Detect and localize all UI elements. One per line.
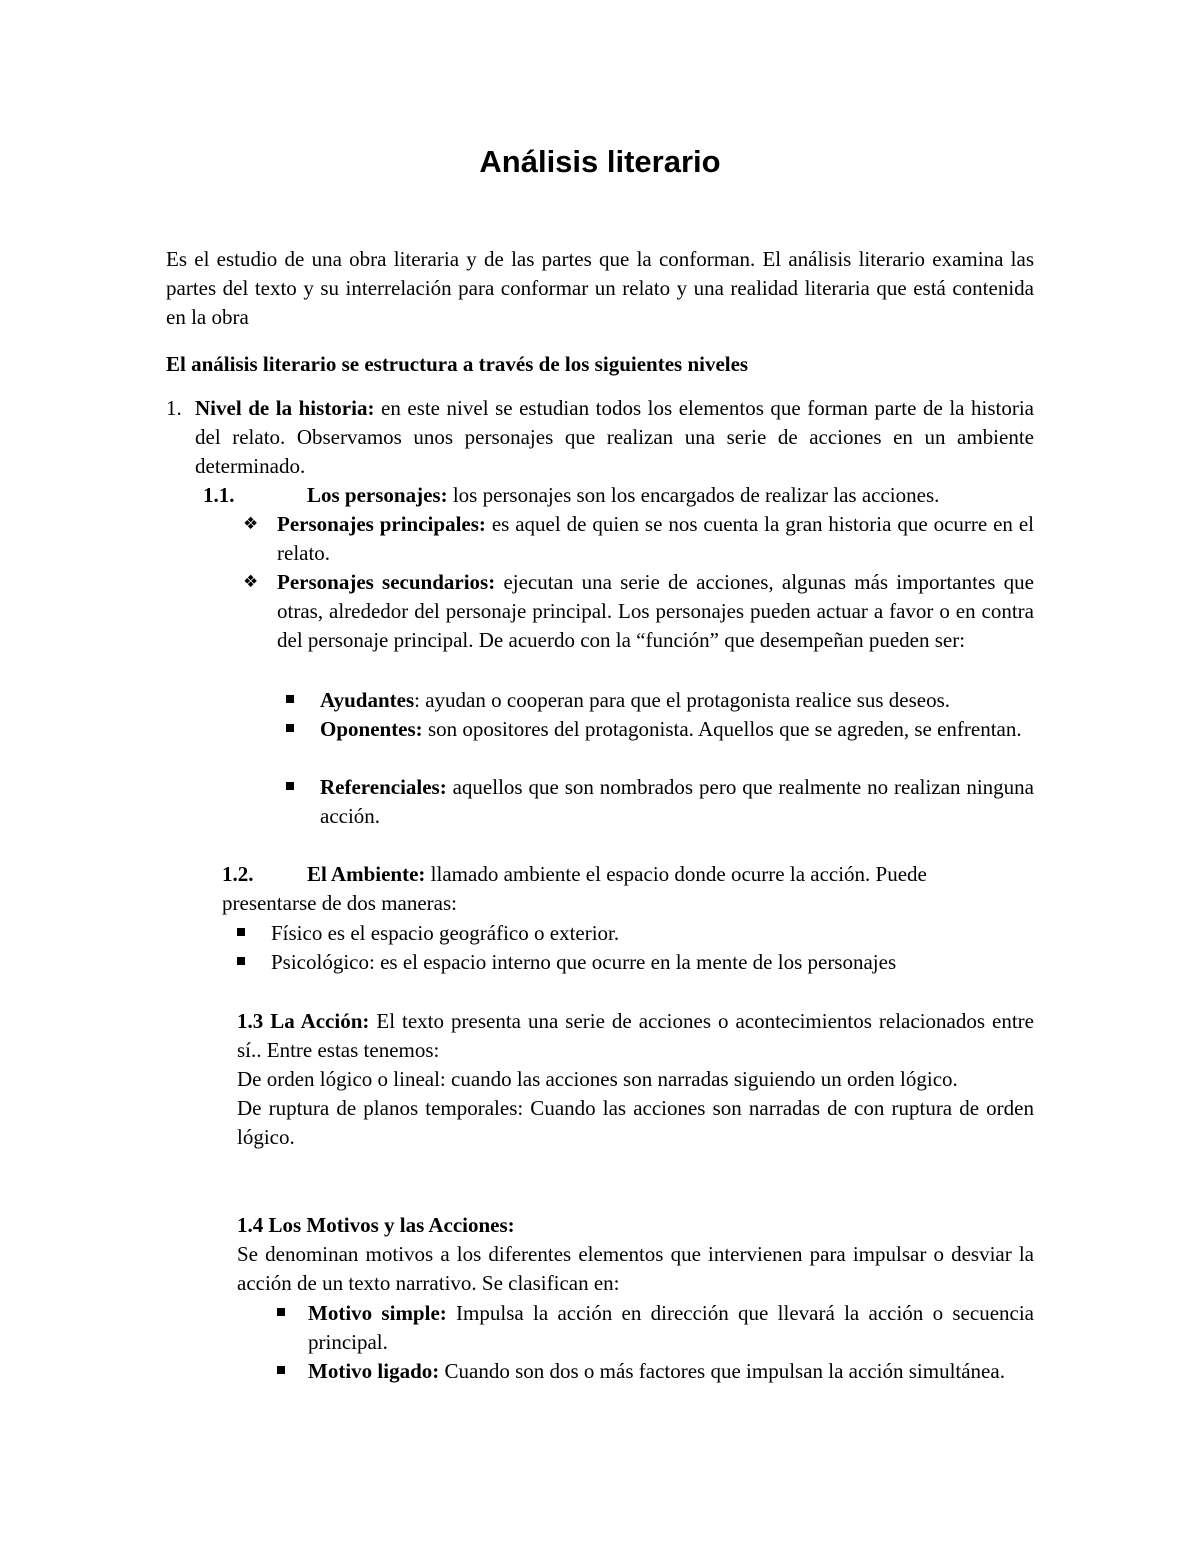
orden-lineal-paragraph: De orden lógico o lineal: cuando las acciones son narradas siguiendo un orden lógico. [237, 1067, 958, 1091]
secundarios-paragraph [277, 568, 1034, 655]
square-bullet-icon [277, 1308, 285, 1316]
oponentes-text: son opositores del protagonista. Aquellos que se agreden, se enfrentan. [422, 717, 1022, 741]
motivo-simple-label: Motivo simple: [308, 1301, 447, 1325]
item-1-1-label: Los personajes: [307, 483, 448, 507]
levels-heading: El análisis literario se estructura a través de los siguientes niveles [166, 352, 749, 376]
square-bullet-icon [277, 1366, 285, 1374]
principales-label: Personajes principales: [277, 512, 486, 536]
ambiente-bullet-item: Físico es el espacio geográfico o exterior. [271, 921, 620, 945]
square-bullet-icon [286, 724, 294, 732]
square-bullet-icon [237, 928, 245, 936]
item-1-2-label: El Ambiente: [307, 862, 426, 886]
motivo-ligado-item [308, 1357, 1034, 1386]
motivo-simple-text: Impulsa la acción en dirección que llevará la acción o secuencia principal. [308, 1301, 1034, 1354]
item-1-2-first-line [222, 860, 1034, 889]
square-bullet-icon [286, 695, 294, 703]
item-1-2-paragraph [222, 860, 1034, 918]
secundarios-label: Personajes secundarios: [277, 570, 496, 594]
item-1-label: Nivel de la historia: [195, 396, 375, 420]
item-1-paragraph [195, 394, 1034, 481]
secundarios-text: ejecutan una serie de acciones, algunas más importantes que otras, alrededor del personaje principal. Los personajes pueden actuar a favor o en contra del personaje principal. De acuerdo con la “función” que desempeñan pueden ser: [277, 570, 1035, 652]
motivo-simple-item [308, 1299, 1034, 1357]
motivo-ligado-text: Cuando son dos o más factores que impulsan la acción simultánea. [439, 1359, 1005, 1383]
referenciales-item [320, 773, 1034, 831]
oponentes-item [320, 715, 1034, 744]
principales-text: es aquel de quien se nos cuenta la gran historia que ocurre en el relato. [277, 512, 1035, 565]
oponentes-label: Oponentes: [320, 717, 423, 741]
page-title: Análisis literario [479, 144, 721, 179]
item-1-2-number: 1.2. [222, 862, 254, 886]
accion-label: 1.3 La Acción: [237, 1009, 370, 1033]
square-bullet-icon [286, 782, 294, 790]
item-1-1-number: 1.1. [203, 483, 235, 507]
accion-paragraph [237, 1007, 1034, 1065]
diamond-bullet-icon: ❖ [243, 514, 259, 534]
item-1-number: 1. [166, 396, 182, 420]
principales-paragraph [277, 510, 1034, 568]
ayudantes-text: : ayudan o cooperan para que el protagonista realice sus deseos. [414, 688, 951, 712]
motivo-ligado-label: Motivo ligado: [308, 1359, 440, 1383]
item-1-1-text: los personajes son los encargados de realizar las acciones. [447, 483, 940, 507]
ayudantes-label: Ayudantes [320, 688, 415, 712]
diamond-bullet-icon: ❖ [243, 572, 259, 592]
accion-section [237, 1007, 1034, 1152]
ayudantes-item [320, 686, 950, 715]
motivos-heading: 1.4 Los Motivos y las Acciones: [237, 1213, 515, 1237]
item-1-2-second-line: presentarse de dos maneras: [222, 891, 457, 915]
item-1-1-paragraph [307, 481, 939, 510]
motivos-paragraph: Se denominan motivos a los diferentes elementos que intervienen para impulsar o desviar la acción de un texto narrativo. Se clasifican en: [237, 1242, 1034, 1295]
accion-text: El texto presenta una serie de acciones o acontecimientos relacionados entre sí.. Entre estas tenemos: [237, 1009, 1034, 1062]
ruptura-paragraph: De ruptura de planos temporales: Cuando las acciones son narradas de con ruptura de orden lógico. [237, 1096, 1034, 1149]
ambiente-bullet-item: Psicológico: es el espacio interno que ocurre en la mente de los personajes [271, 950, 897, 974]
referenciales-label: Referenciales: [320, 775, 447, 799]
referenciales-text: aquellos que son nombrados pero que realmente no realizan ninguna acción. [320, 775, 1034, 828]
item-1-2-text: llamado ambiente el espacio donde ocurre la acción. Puede [425, 862, 927, 886]
item-1-text: en este nivel se estudian todos los elementos que forman parte de la historia del relato. Observamos unos personajes que realizan una serie de acciones en un ambiente determinado. [195, 396, 1035, 478]
intro-paragraph: Es el estudio de una obra literaria y de las partes que la conforman. El análisis literario examina las partes del texto y su interrelación para conformar un relato y una realidad literaria que está contenida en la obra [166, 247, 1034, 329]
square-bullet-icon [237, 957, 245, 965]
